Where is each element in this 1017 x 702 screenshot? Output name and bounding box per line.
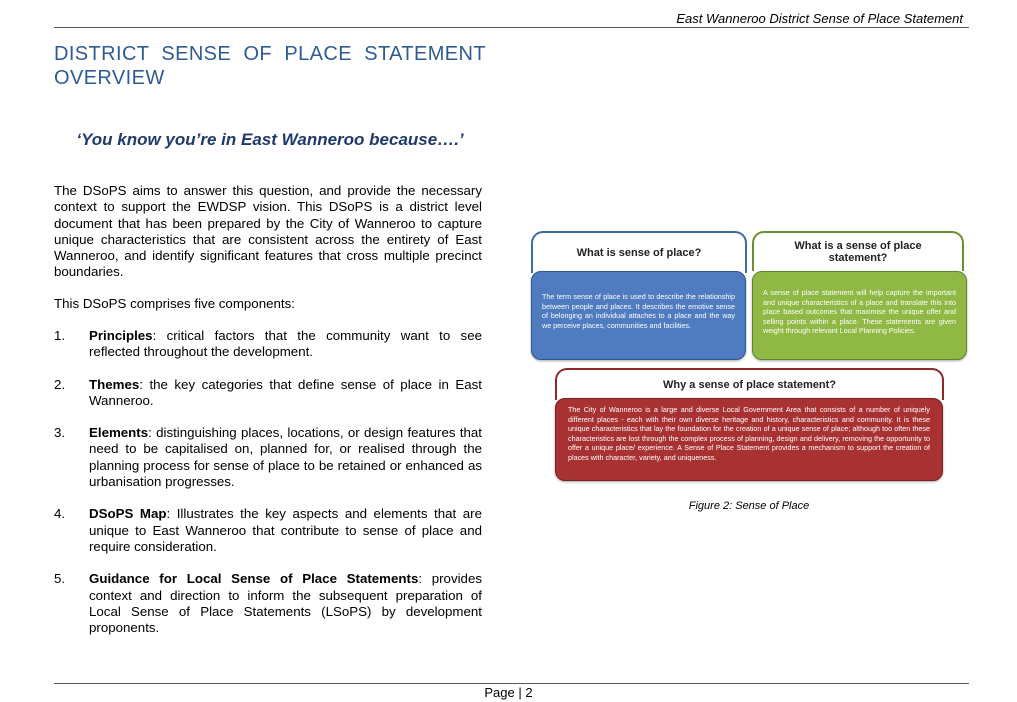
list-number: 5. bbox=[54, 571, 66, 587]
footer-divider bbox=[54, 683, 969, 684]
list-desc: : the key categories that define sense of place in East Wanneroo. bbox=[89, 376, 482, 408]
list-item bbox=[54, 328, 482, 361]
intro-paragraph: The DSoPS aims to answer this question, and provide the necessary context to support the EWDSP vision. This DSoPS is a district level document that has been prepared by the City of Wanneroo to capture unique characteristics that are consistent across the entirety of East Wanneroo, and identify significant features that cross multiple precinct boundaries. bbox=[54, 183, 482, 280]
list-term: Elements bbox=[89, 425, 149, 441]
list-number: 2. bbox=[54, 376, 66, 392]
list-number: 4. bbox=[54, 506, 66, 522]
list-term: Guidance for Local Sense of Place Statements bbox=[89, 571, 419, 587]
list-term: DSoPS Map bbox=[89, 506, 167, 522]
list-item bbox=[54, 571, 482, 636]
tagline-quote: ‘You know you’re in East Wanneroo because….’ bbox=[76, 130, 464, 149]
list-item bbox=[54, 506, 482, 555]
page-title: DISTRICT SENSE OF PLACE STATEMENT OVERVIEW bbox=[54, 43, 486, 89]
box-title-why-statement: Why a sense of place statement? bbox=[555, 368, 944, 400]
list-number: 3. bbox=[54, 425, 66, 441]
header-title: East Wanneroo District Sense of Place Statement bbox=[676, 11, 963, 26]
box-title-what-is-sense-of-place: What is sense of place? bbox=[531, 231, 747, 273]
list-desc: : distinguishing places, locations, or design features that need to be capitalised on, planned for, or realised through the planning process for sense of place to be retained or enhanced as urbanisation progresses. bbox=[89, 425, 482, 490]
page-number: Page | 2 bbox=[484, 685, 533, 700]
components-intro: This DSoPS comprises five components: bbox=[54, 296, 295, 311]
box-body-why-statement: The City of Wanneroo is a large and diverse Local Government Area that consists of a number of uniquely different places - each with their own diverse heritage and history, characteristics and community. It is these unique characteristics that lay the foundation for the creation of a unique sense of place; although too often these characteristics are lost through the complex process of planning, design and delivery, removing the opportunity to offer a unique place/ experience. A Sense of Place Statement provides a mechanism to support the creation of places with character, variety, and uniqueness. bbox=[555, 398, 943, 481]
list-item bbox=[54, 425, 482, 490]
figure-caption: Figure 2: Sense of Place bbox=[688, 500, 810, 512]
list-number: 1. bbox=[54, 328, 66, 343]
box-body-what-is-statement: A sense of place statement will help capture the important and unique characteristics of a place and translate this into place based outcomes that maximise the unique offer and selling points within a place. These statements are given weight through relevant Local Planning Policies. bbox=[752, 271, 967, 360]
box-body-what-is-sense-of-place: The term sense of place is used to describe the relationship between people and places. It describes the emotive sense of belonging an individual attaches to a place and the way we perceive places, communities and facilities. bbox=[531, 271, 746, 360]
list-desc: : provides context and direction to inform the subsequent preparation of Local Sense of Place Statements (LSoPS) by development proponents. bbox=[89, 571, 482, 636]
list-item bbox=[54, 377, 482, 410]
list-term: Principles bbox=[89, 328, 153, 343]
box-title-what-is-statement: What is a sense of place statement? bbox=[752, 231, 964, 271]
list-term: Themes bbox=[89, 376, 140, 392]
header-divider bbox=[54, 27, 969, 28]
list-desc: : Illustrates the key aspects and elements that are unique to East Wanneroo that contribute to sense of place and require consideration. bbox=[89, 506, 483, 554]
components-list bbox=[54, 328, 482, 652]
list-desc: : critical factors that the community want to see reflected throughout the development. bbox=[89, 328, 482, 360]
